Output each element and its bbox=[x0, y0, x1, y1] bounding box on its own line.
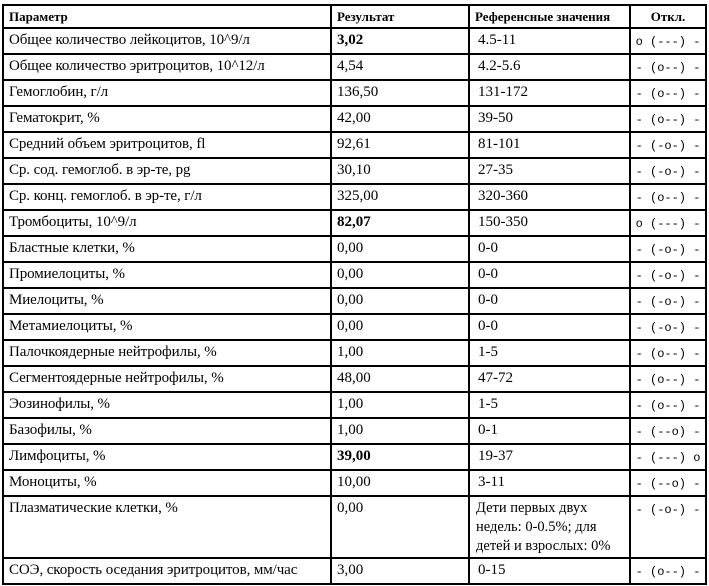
parameter-cell: Ср. сод. гемоглоб. в эр-те, pg bbox=[3, 158, 331, 184]
table-row bbox=[3, 558, 706, 584]
parameter-cell: Эозинофилы, % bbox=[3, 392, 331, 418]
result-cell: 39,00 bbox=[331, 444, 469, 470]
parameter-cell: Ср. конц. гемоглоб. в эр-те, г/л bbox=[3, 184, 331, 210]
table-row bbox=[3, 444, 706, 470]
result-cell: 82,07 bbox=[331, 210, 469, 236]
result-cell: 0,00 bbox=[331, 288, 469, 314]
result-cell: 3,02 bbox=[331, 28, 469, 54]
table-row bbox=[3, 106, 706, 132]
result-cell: 1,00 bbox=[331, 418, 469, 444]
deviation-cell: - (--o) - bbox=[630, 418, 706, 444]
parameter-cell: Миелоциты, % bbox=[3, 288, 331, 314]
result-cell: 0,00 bbox=[331, 314, 469, 340]
result-cell: 325,00 bbox=[331, 184, 469, 210]
reference-cell: 81-101 bbox=[469, 132, 630, 158]
deviation-cell: - (---) o bbox=[630, 444, 706, 470]
col-header-reference: Референсные значения bbox=[469, 5, 630, 28]
deviation-cell: - (o--) - bbox=[630, 558, 706, 584]
reference-cell: 19-37 bbox=[469, 444, 630, 470]
table-row bbox=[3, 366, 706, 392]
parameter-cell: Метамиелоциты, % bbox=[3, 314, 331, 340]
parameter-cell: Общее количество лейкоцитов, 10^9/л bbox=[3, 28, 331, 54]
reference-cell: 1-5 bbox=[469, 340, 630, 366]
deviation-cell: - (o--) - bbox=[630, 366, 706, 392]
parameter-cell: СОЭ, скорость оседания эритроцитов, мм/час bbox=[3, 558, 331, 584]
reference-cell: 27-35 bbox=[469, 158, 630, 184]
reference-cell: 4.5-11 bbox=[469, 28, 630, 54]
parameter-cell: Тромбоциты, 10^9/л bbox=[3, 210, 331, 236]
result-cell: 3,00 bbox=[331, 558, 469, 584]
reference-cell: 3-11 bbox=[469, 470, 630, 496]
table-row bbox=[3, 28, 706, 54]
reference-cell: 150-350 bbox=[469, 210, 630, 236]
result-cell: 0,00 bbox=[331, 496, 469, 558]
table-row bbox=[3, 392, 706, 418]
deviation-cell: - (-o-) - bbox=[630, 496, 706, 558]
reference-cell: 131-172 bbox=[469, 80, 630, 106]
result-cell: 42,00 bbox=[331, 106, 469, 132]
table-row bbox=[3, 470, 706, 496]
parameter-cell: Средний объем эритроцитов, fl bbox=[3, 132, 331, 158]
parameter-cell: Палочкоядерные нейтрофилы, % bbox=[3, 340, 331, 366]
deviation-cell: - (-o-) - bbox=[630, 288, 706, 314]
result-cell: 4,54 bbox=[331, 54, 469, 80]
table-row bbox=[3, 236, 706, 262]
deviation-cell: - (-o-) - bbox=[630, 262, 706, 288]
deviation-cell: - (-o-) - bbox=[630, 236, 706, 262]
reference-cell: 0-0 bbox=[469, 288, 630, 314]
parameter-cell: Общее количество эритроцитов, 10^12/л bbox=[3, 54, 331, 80]
parameter-cell: Бластные клетки, % bbox=[3, 236, 331, 262]
reference-cell: 320-360 bbox=[469, 184, 630, 210]
deviation-cell: - (o--) - bbox=[630, 184, 706, 210]
parameter-cell: Лимфоциты, % bbox=[3, 444, 331, 470]
reference-cell: 0-0 bbox=[469, 314, 630, 340]
result-cell: 1,00 bbox=[331, 392, 469, 418]
table-row bbox=[3, 496, 706, 558]
table-row bbox=[3, 314, 706, 340]
result-cell: 1,00 bbox=[331, 340, 469, 366]
deviation-cell: - (o--) - bbox=[630, 54, 706, 80]
table-body bbox=[3, 28, 706, 584]
table-row bbox=[3, 54, 706, 80]
deviation-cell: - (-o-) - bbox=[630, 314, 706, 340]
parameter-cell: Гемоглобин, г/л bbox=[3, 80, 331, 106]
table-row bbox=[3, 158, 706, 184]
lab-results-table bbox=[2, 4, 707, 585]
deviation-cell: - (-o-) - bbox=[630, 132, 706, 158]
deviation-cell: - (o--) - bbox=[630, 340, 706, 366]
parameter-cell: Плазматические клетки, % bbox=[3, 496, 331, 558]
reference-cell: 0-15 bbox=[469, 558, 630, 584]
reference-cell: 47-72 bbox=[469, 366, 630, 392]
reference-cell: 1-5 bbox=[469, 392, 630, 418]
reference-cell: Дети первых двух недель: 0-0.5%; для детей и взрослых: 0% bbox=[469, 496, 630, 558]
table-row bbox=[3, 80, 706, 106]
parameter-cell: Гематокрит, % bbox=[3, 106, 331, 132]
parameter-cell: Базофилы, % bbox=[3, 418, 331, 444]
reference-cell: 0-0 bbox=[469, 262, 630, 288]
parameter-cell: Сегментоядерные нейтрофилы, % bbox=[3, 366, 331, 392]
result-cell: 136,50 bbox=[331, 80, 469, 106]
result-cell: 0,00 bbox=[331, 236, 469, 262]
table-row bbox=[3, 184, 706, 210]
deviation-cell: o (---) - bbox=[630, 28, 706, 54]
reference-cell: 0-0 bbox=[469, 236, 630, 262]
deviation-cell: - (--o) - bbox=[630, 470, 706, 496]
reference-cell: 0-1 bbox=[469, 418, 630, 444]
result-cell: 92,61 bbox=[331, 132, 469, 158]
reference-cell: 4.2-5.6 bbox=[469, 54, 630, 80]
deviation-cell: - (-o-) - bbox=[630, 158, 706, 184]
parameter-cell: Моноциты, % bbox=[3, 470, 331, 496]
result-cell: 10,00 bbox=[331, 470, 469, 496]
col-header-result: Результат bbox=[331, 5, 469, 28]
col-header-parameter: Параметр bbox=[3, 5, 331, 28]
deviation-cell: o (---) - bbox=[630, 210, 706, 236]
col-header-deviation: Откл. bbox=[630, 5, 706, 28]
table-row bbox=[3, 210, 706, 236]
parameter-cell: Промиелоциты, % bbox=[3, 262, 331, 288]
table-row bbox=[3, 288, 706, 314]
table-row bbox=[3, 340, 706, 366]
header-row bbox=[3, 5, 706, 28]
table-row bbox=[3, 418, 706, 444]
table-row bbox=[3, 262, 706, 288]
reference-cell: 39-50 bbox=[469, 106, 630, 132]
result-cell: 0,00 bbox=[331, 262, 469, 288]
deviation-cell: - (o--) - bbox=[630, 392, 706, 418]
deviation-cell: - (o--) - bbox=[630, 80, 706, 106]
deviation-cell: - (o--) - bbox=[630, 106, 706, 132]
result-cell: 30,10 bbox=[331, 158, 469, 184]
result-cell: 48,00 bbox=[331, 366, 469, 392]
table-row bbox=[3, 132, 706, 158]
